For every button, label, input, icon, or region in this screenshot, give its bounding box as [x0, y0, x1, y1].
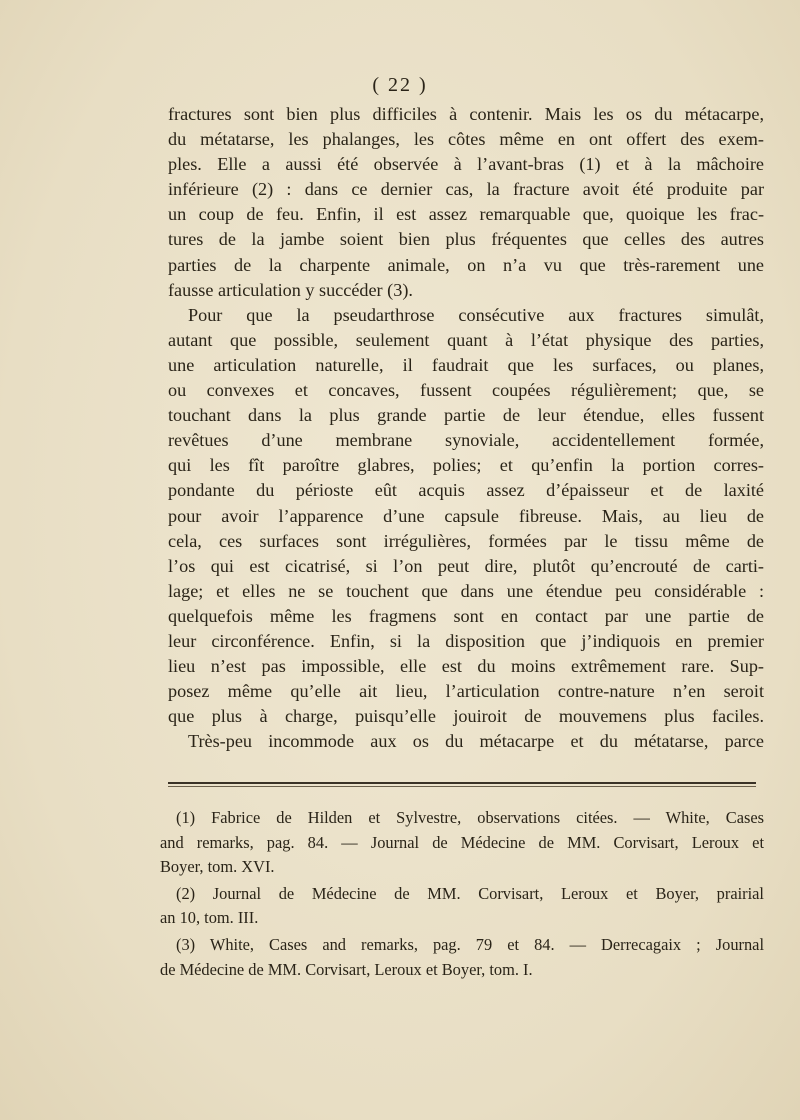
text-line: ou convexes et concaves, fussent coupées régulièrement; que, se: [168, 380, 764, 401]
footnote-divider: [168, 782, 756, 784]
text-line: une articulation naturelle, il faudrait que les surfaces, ou planes,: [168, 354, 764, 375]
text-line: pondante du périoste eût acquis assez d’épaisseur et de laxité: [168, 480, 764, 501]
text-line: Pour que la pseudarthrose consécutive aux fractures simulât,: [188, 304, 764, 325]
footnote-line: (1) Fabrice de Hilden et Sylvestre, observations citées. — White, Cases: [176, 808, 764, 827]
text-line: inférieure (2) : dans ce dernier cas, la fracture avoit été produite par: [168, 179, 764, 200]
text-line: l’os qui est cicatrisé, si l’on peut dire, plutôt qu’encrouté de carti-: [168, 555, 764, 576]
text-line: un coup de feu. Enfin, il est assez remarquable que, quoique les frac-: [168, 204, 764, 225]
footnote-line: (2) Journal de Médecine de MM. Corvisart, Leroux et Boyer, prairial: [176, 883, 764, 903]
text-line: du métatarse, les phalanges, les côtes même en ont offert des exem-: [168, 129, 764, 150]
text-line: parties de la charpente animale, on n’a vu que très-rarement une: [168, 254, 764, 275]
body-text: [168, 102, 764, 754]
text-line: revêtues d’une membrane synoviale, accidentellement formée,: [168, 430, 764, 451]
text-line: posez même qu’elle ait lieu, l’articulation contre-nature n’en seroit: [168, 681, 764, 702]
footnote-2: [160, 882, 764, 931]
footnote-line: de Médecine de MM. Corvisart, Leroux et Boyer, tom. I.: [160, 959, 533, 979]
footnote-line: an 10, tom. III.: [160, 908, 259, 928]
text-line: cela, ces surfaces sont irrégulières, formées par le tissu même de: [168, 530, 764, 551]
text-line: tures de la jambe soient bien plus fréquentes que celles des autres: [168, 229, 764, 250]
text-line: Très-peu incommode aux os du métacarpe et du métatarse, parce: [188, 731, 764, 752]
text-line: leur circonférence. Enfin, si la disposition que j’indiquois en premier: [168, 630, 764, 651]
text-line: autant que possible, seulement quant à l’état physique des parties,: [168, 329, 764, 350]
text-line: quelquefois même les fragmens sont en contact par une partie de: [168, 605, 764, 626]
footnote-1: [160, 806, 764, 880]
page-number: ( 22 ): [372, 74, 428, 96]
text-line: pour avoir l’apparence d’une capsule fibreuse. Mais, au lieu de: [168, 505, 764, 526]
text-line: touchant dans la plus grande partie de leur étendue, elles fussent: [168, 405, 764, 426]
text-line: lieu n’est pas impossible, elle est du moins extrêmement rare. Sup-: [168, 656, 764, 677]
footnote-divider-thin: [168, 786, 756, 787]
footnotes: [160, 806, 764, 982]
text-line: que plus à charge, puisqu’elle jouiroit de mouvemens plus faciles.: [168, 706, 764, 727]
footnote-line: (3) White, Cases and remarks, pag. 79 et 84. — Derrecagaix ; Journal: [176, 934, 764, 954]
text-line: qui les fît paroître glabres, polies; et qu’enfin la portion corres-: [168, 455, 764, 476]
text-line: fausse articulation y succéder (3).: [168, 279, 413, 300]
footnote-line: Boyer, tom. XVI.: [160, 857, 275, 877]
footnote-3: [160, 933, 764, 982]
text-line: fractures sont bien plus difficiles à contenir. Mais les os du métacarpe,: [168, 104, 764, 124]
footnote-line: and remarks, pag. 84. — Journal de Médecine de MM. Corvisart, Leroux et: [160, 832, 764, 852]
text-line: ples. Elle a aussi été observée à l’avant-bras (1) et à la mâchoire: [168, 154, 764, 175]
text-line: lage; et elles ne se touchent que dans une étendue peu considérable :: [168, 580, 764, 601]
